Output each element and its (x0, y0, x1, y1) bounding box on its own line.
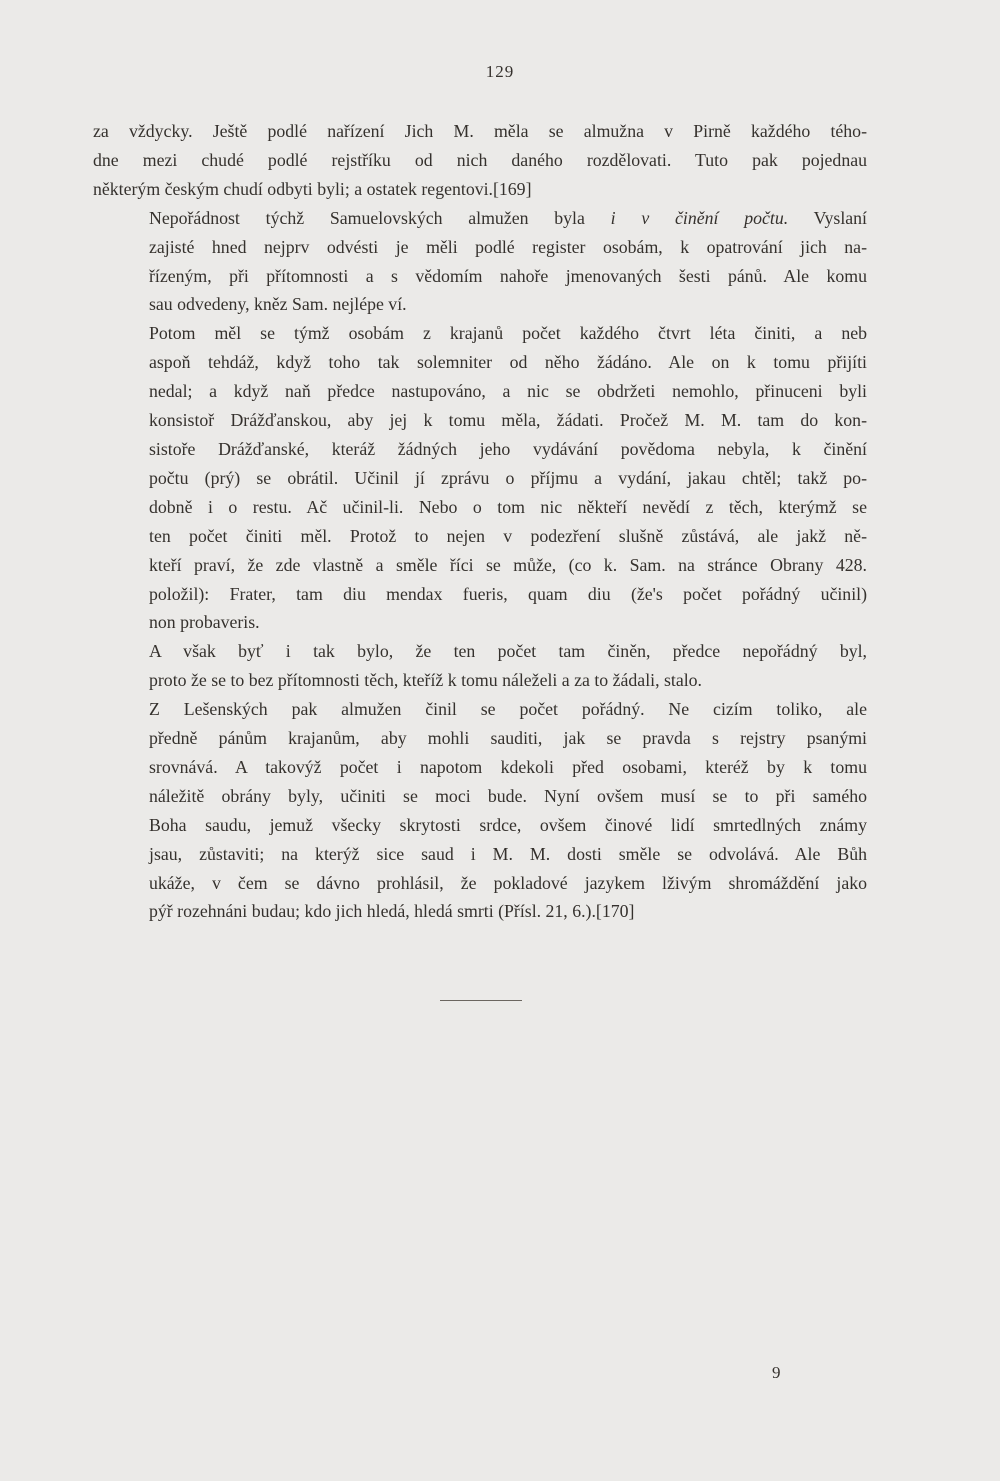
text-line: sau odvedeny, kněz Sam. nejlépe ví. (149, 294, 407, 315)
text-line: pýř rozehnáni budau; kdo jich hledá, hledá smrti (Přísl. 21, 6.).[170] (149, 901, 635, 922)
text-line: kteří praví, že zde vlastně a směle říci se může, (co k. Sam. na stránce Obrany 428. (149, 554, 867, 575)
text-line: proto že se to bez přítomnosti těch, kteříž k tomu náleželi a za to žádali, stalo. (149, 670, 702, 691)
text-line: Potom měl se týmž osobám z krajanů počet každého čtvrt léta činiti, a neb (149, 323, 867, 344)
text-line: non probaveris. (149, 612, 260, 633)
text-line: řízeným, při přítomnosti a s vědomím nahoře jmenovaných šesti pánů. Ale komu (149, 265, 867, 286)
paragraph (93, 204, 867, 320)
text-line: jsau, zůstaviti; na kterýž sice saud i M. M. dosti směle se odvolává. Ale Bůh (149, 843, 867, 864)
paragraph (93, 319, 867, 637)
body-text (93, 117, 867, 926)
text-line: srovnává. A takovýž počet i napotom kdekoli před osobami, kteréž by k tomu (149, 756, 867, 777)
text-line: aspoň tehdáž, když toho tak solemniter od něho žádáno. Ale on k tomu přijíti (149, 352, 867, 373)
text-line: Z Lešenských pak almužen činil se počet pořádný. Ne cizím toliko, ale (149, 699, 867, 720)
signature-mark: 9 (772, 1363, 781, 1382)
text-line: nedal; a když naň předce nastupováno, a nic se obdržeti nemohlo, přinuceni byli (149, 381, 867, 402)
text-line: ukáže, v čem se dávno prohlásil, že pokladové jazykem lživým shromáždění jako (149, 872, 867, 893)
text-line: Boha saudu, jemuž všecky skrytosti srdce, ovšem činové lidí smrtedlných známy (149, 814, 867, 835)
text-line: konsistoř Drážďanskou, aby jej k tomu měla, žádati. Pročež M. M. tam do kon- (149, 410, 867, 431)
emphasis: i v činění počtu. (610, 207, 789, 228)
text-line: Nepořádnost týchž Samuelovských almužen byla i v činění počtu. Vyslaní (149, 207, 867, 228)
text-line: dobně i o restu. Ač učinil-li. Nebo o tom nic někteří nevědí z těch, kterýmž se (149, 496, 867, 517)
paragraph (93, 637, 867, 695)
page-number: 129 (485, 62, 515, 81)
paragraph (93, 117, 867, 204)
text-line: počtu (prý) se obrátil. Učinil jí zprávu o příjmu a vydání, jakau chtěl; takž po- (149, 467, 867, 488)
text-line: náležitě obrány byly, učiniti se moci bude. Nyní ovšem musí se to při samého (149, 785, 867, 806)
text-line: sistoře Drážďanské, kteráž žádných jeho vydávání povědoma nebyla, k činění (149, 438, 867, 459)
text-line: předně pánům krajanům, aby mohli sauditi, jak se pravda s rejstry psanými (149, 728, 867, 749)
paragraph (93, 695, 867, 926)
text-line: zajisté hned nejprv odvésti je měli podlé register osobám, k opatrování jich na- (149, 236, 867, 257)
text-line: A však byť i tak bylo, že ten počet tam činěn, předce nepořádný byl, (149, 641, 867, 662)
text-line: ten počet činiti měl. Protož to nejen v podezření slušně zůstává, ale jakž ně- (149, 525, 867, 546)
text-line: položil): Frater, tam diu mendax fueris, quam diu (že's počet pořádný učinil) (149, 583, 867, 604)
text-line: dne mezi chudé podlé rejstříku od nich daného rozdělovati. Tuto pak pojednau (93, 149, 867, 170)
section-divider (440, 1000, 522, 1001)
text-line: některým českým chudí odbyti byli; a ostatek regentovi.[169] (93, 178, 532, 199)
text-line: za vždycky. Ještě podlé nařízení Jich M. měla se almužna v Pirně každého tého- (93, 121, 867, 141)
